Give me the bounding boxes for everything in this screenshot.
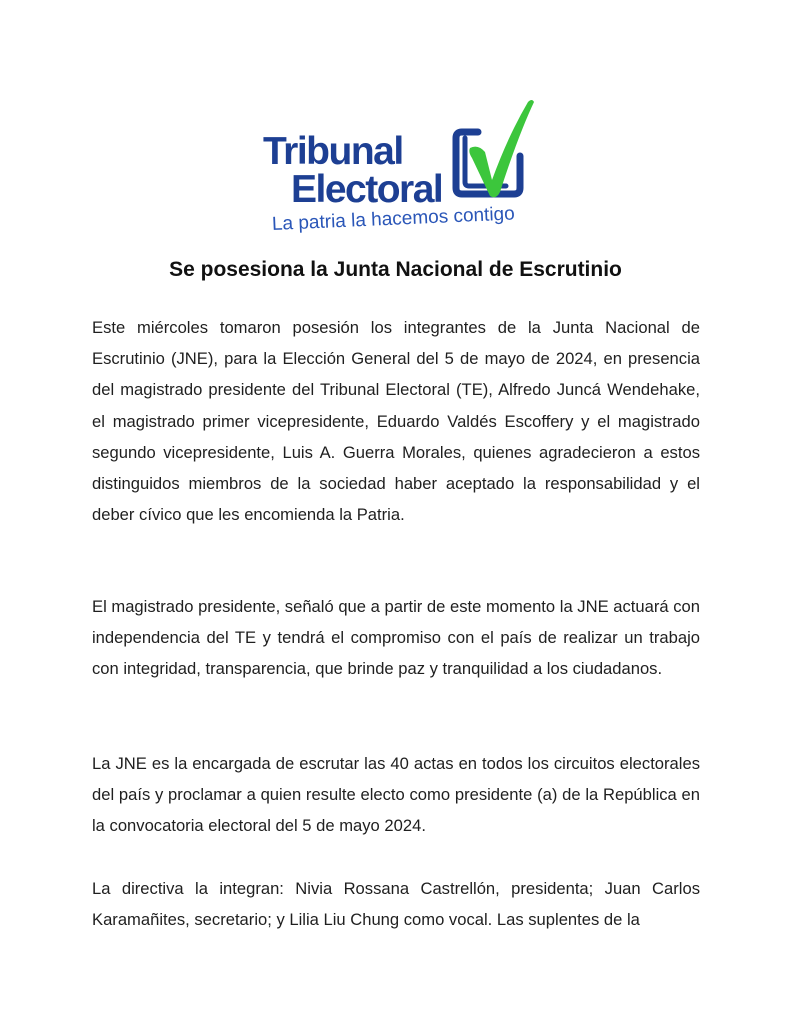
paragraph-3: La JNE es la encargada de escrutar las 40 actas en todos los circuitos electorales del país y proclamar a quien resulte electo como presidente (a) de la República en la convocatoria electoral del 5 de mayo 2024. bbox=[92, 754, 700, 836]
page-title: Se posesiona la Junta Nacional de Escrutinio bbox=[169, 258, 622, 281]
paragraph-2: El magistrado presidente, señaló que a partir de este momento la JNE actuará con independencia del TE y tendrá el compromiso con el país de realizar un trabajo con integridad, transparencia, que brinde paz y tranquilidad a los ciudadanos. bbox=[92, 597, 700, 679]
paragraph-4: La directiva la integran: Nivia Rossana Castrellón, presidenta; Juan Carlos Karamañites, secretario; y Lilia Liu Chung como vocal. Las suplentes de la bbox=[92, 879, 700, 930]
tribunal-electoral-logo bbox=[260, 96, 540, 246]
logo-text-tribunal: Tribunal bbox=[263, 130, 403, 173]
logo-text-electoral: Electoral bbox=[291, 168, 443, 211]
paragraph-1: Este miércoles tomaron posesión los integrantes de la Junta Nacional de Escrutinio (JNE), para la Elección General del 5 de mayo de 2024, en presencia del magistrado presidente del Tribunal Electoral (TE), Alfredo Juncá Wendehake, el magistrado primer vicepresidente, Eduardo Valdés Escoffery y el magistrado segundo vicepresidente, Luis A. Guerra Morales, quienes agradecieron a estos distinguidos miembros de la sociedad haber aceptado la responsabilidad y el deber cívico que les encomienda la Patria. bbox=[92, 318, 700, 525]
check-box-icon bbox=[448, 96, 534, 204]
logo-slogan: La patria la hacemos contigo bbox=[271, 203, 516, 235]
